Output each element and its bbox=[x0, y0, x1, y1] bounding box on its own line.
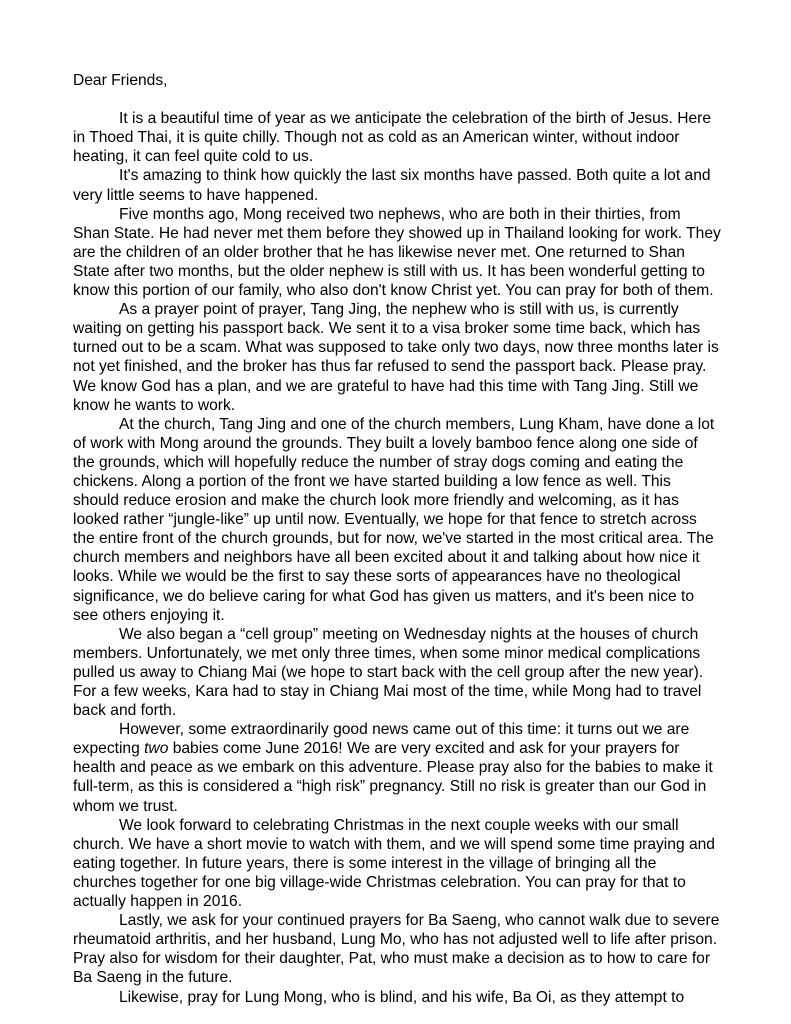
text-line: whom we trust. bbox=[73, 797, 178, 815]
text-line: For a few weeks, Kara had to stay in Chiang Mai most of the time, while Mong had to travel bbox=[73, 683, 702, 700]
paragraph-babies bbox=[73, 720, 733, 815]
text-line: At the church, Tang Jing and one of the church members, Lung Kham, have done a lot bbox=[119, 415, 715, 433]
text-line: church members and neighbors have all been excited about it and talking about how nice it bbox=[73, 549, 700, 567]
text-line: looks. While we would be the first to say these sorts of appearances have no theological bbox=[73, 568, 681, 586]
text-line: back and forth. bbox=[73, 702, 177, 720]
text-line: waiting on getting his passport back. We sent it to a visa broker some time back, which has bbox=[73, 320, 701, 338]
text-line: know this portion of our family, who also don't know Christ yet. You can pray for both of them. bbox=[73, 282, 714, 300]
text-line: rheumatoid arthritis, and her husband, Lung Mo, who has not adjusted well to life after prison. bbox=[73, 931, 718, 949]
text-line: turned out to be a scam. What was supposed to take only two days, now three months later is bbox=[73, 339, 719, 357]
text-line: not yet finished, and the broker has thus far refused to send the passport back. Please pray. bbox=[73, 358, 707, 376]
text-line: heating, it can feel quite cold to us. bbox=[73, 148, 314, 166]
text-line: should reduce erosion and make the church look more friendly and welcoming, as it has bbox=[73, 492, 679, 510]
paragraph-ba-saeng bbox=[73, 911, 733, 987]
text-line: the entire front of the church grounds, but for now, we've started in the most critical area. The bbox=[73, 530, 714, 548]
text-line: full-term, as this is considered a “high risk” pregnancy. Still no risk is greater than our God in bbox=[73, 778, 707, 796]
text-line: However, some extraordinarily good news came out of this time: it turns out we are bbox=[119, 721, 690, 739]
salutation: Dear Friends, bbox=[73, 72, 168, 89]
text-line: pulled us away to Chiang Mai (we hope to start back with the cell group after the new year). bbox=[73, 663, 704, 681]
text-line bbox=[73, 739, 733, 758]
text-line: are the children of an older brother that he has likewise never met. One returned to Shan bbox=[73, 243, 685, 261]
text-line: Shan State. He had never met them before they showed up in Thailand looking for work. They bbox=[73, 224, 721, 242]
paragraph-church-fence bbox=[73, 415, 733, 625]
text-line: Five months ago, Mong received two nephews, who are both in their thirties, from bbox=[119, 205, 681, 223]
text-line: eating together. In future years, there is some interest in the village of bringing all the bbox=[73, 854, 657, 872]
text-segment: expecting bbox=[73, 740, 145, 758]
text-line: members. Unfortunately, we met only three times, when some minor medical complications bbox=[73, 644, 701, 662]
paragraph-cell-group bbox=[73, 625, 733, 720]
text-line: the grounds, which will hopefully reduce the number of stray dogs coming and eating the bbox=[73, 453, 684, 471]
text-line: very little seems to have happened. bbox=[73, 186, 319, 204]
text-line: Pray also for wisdom for their daughter, Pat, who must make a decision as to how to care for bbox=[73, 950, 711, 968]
text-line: see others enjoying it. bbox=[73, 606, 225, 624]
text-line: churches together for one big village-wide Christmas celebration. You can pray for that to bbox=[73, 873, 686, 891]
paragraph-nephews bbox=[73, 205, 733, 300]
text-line: It's amazing to think how quickly the last six months have passed. Both quite a lot and bbox=[119, 167, 711, 185]
text-line: church. We have a short movie to watch with them, and we will spend some time praying and bbox=[73, 835, 715, 853]
paragraph-lung-mong bbox=[73, 988, 733, 1007]
text-line: As a prayer point of prayer, Tang Jing, the nephew who is still with us, is currently bbox=[119, 301, 679, 319]
text-line: It is a beautiful time of year as we anticipate the celebration of the birth of Jesus. Here bbox=[119, 110, 712, 128]
text-line: in Thoed Thai, it is quite chilly. Though not as cold as an American winter, without indoor bbox=[73, 129, 680, 147]
text-line: We know God has a plan, and we are grateful to have had this time with Tang Jing. Still we bbox=[73, 377, 699, 395]
text-line: significance, we do believe caring for what God has given us matters, and it's been nice to bbox=[73, 587, 695, 605]
text-line: looked rather “jungle-like” up until now. Eventually, we hope for that fence to stretch across bbox=[73, 511, 697, 529]
text-line: Ba Saeng in the future. bbox=[73, 969, 233, 987]
paragraph-christmas bbox=[73, 816, 733, 911]
text-line: of work with Mong around the grounds. They built a lovely bamboo fence along one side of bbox=[73, 434, 698, 452]
text-line: Likewise, pray for Lung Mong, who is blind, and his wife, Ba Oi, as they attempt to bbox=[119, 988, 685, 1006]
paragraph-weather bbox=[73, 109, 733, 166]
text-line: chickens. Along a portion of the front we have started building a low fence as well. This bbox=[73, 472, 671, 490]
text-line: We also began a “cell group” meeting on Wednesday nights at the houses of church bbox=[119, 625, 699, 643]
text-line: Lastly, we ask for your continued prayers for Ba Saeng, who cannot walk due to severe bbox=[119, 912, 720, 930]
text-line: State after two months, but the older nephew is still with us. It has been wonderful getting to bbox=[73, 262, 705, 280]
text-segment: babies come June 2016! We are very excited and ask for your prayers for bbox=[168, 740, 680, 758]
emphasis-two: two bbox=[144, 740, 169, 758]
text-line: We look forward to celebrating Christmas in the next couple weeks with our small bbox=[119, 816, 679, 834]
text-line: know he wants to work. bbox=[73, 396, 236, 414]
paragraph-passport bbox=[73, 300, 733, 415]
text-line: health and peace as we embark on this adventure. Please pray also for the babies to make it bbox=[73, 759, 713, 777]
text-line: actually happen in 2016. bbox=[73, 893, 243, 911]
letter-page bbox=[73, 71, 733, 1007]
paragraph-six-months bbox=[73, 166, 733, 204]
